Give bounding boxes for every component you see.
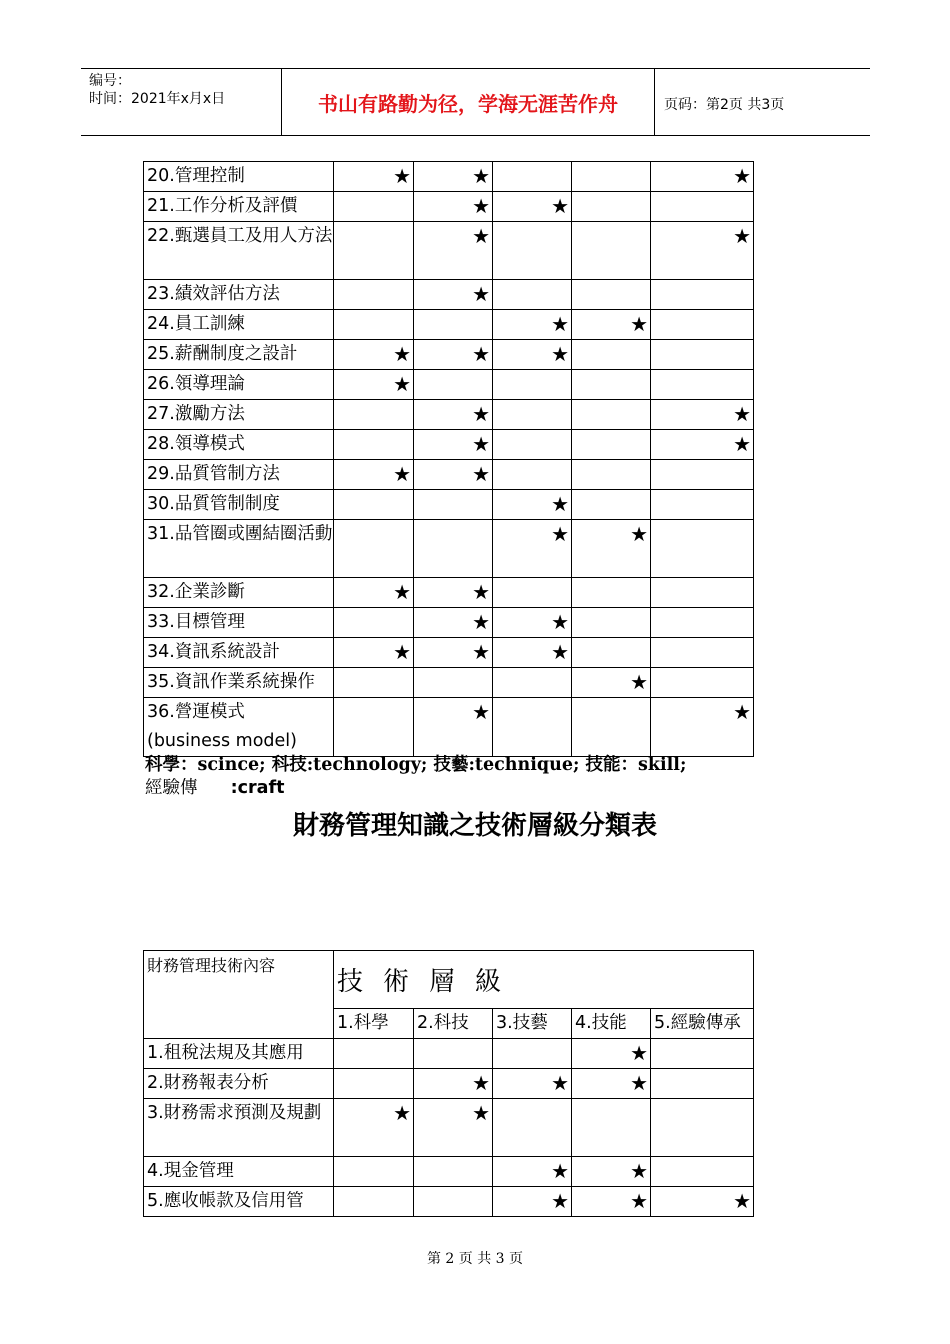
finance-levels-table xyxy=(143,950,754,1217)
star-mark-cell: ★ xyxy=(414,430,493,460)
star-mark-cell: ★ xyxy=(572,310,651,340)
star-mark-cell xyxy=(334,400,414,430)
star-mark-cell xyxy=(651,340,754,370)
star-mark-cell xyxy=(334,192,414,222)
table-row xyxy=(144,280,754,310)
row-label: 3.財務需求預測及規劃 xyxy=(144,1099,334,1157)
table-row xyxy=(144,490,754,520)
row-label: 33.目標管理 xyxy=(144,608,334,638)
levels-title: 技術層級 xyxy=(337,967,522,997)
star-mark-cell xyxy=(572,340,651,370)
table-row xyxy=(144,370,754,400)
column-header: 2.科技 xyxy=(414,1009,493,1039)
legend-craft-label: 經驗傳 xyxy=(145,778,198,798)
star-mark-cell xyxy=(414,1187,493,1217)
star-mark-cell xyxy=(334,1157,414,1187)
header-motto: 书山有路勤为径，学海无涯苦作舟 xyxy=(318,92,618,116)
star-mark-cell: ★ xyxy=(651,162,754,192)
star-mark-cell: ★ xyxy=(414,222,493,280)
star-mark-cell: ★ xyxy=(493,520,572,578)
star-mark-cell xyxy=(651,608,754,638)
star-mark-cell xyxy=(414,520,493,578)
star-mark-cell: ★ xyxy=(414,638,493,668)
row-label: 1.租稅法規及其應用 xyxy=(144,1039,334,1069)
star-mark-cell xyxy=(334,668,414,698)
star-mark-cell: ★ xyxy=(651,400,754,430)
legend-line-1: 科學：scince; 科技:technology; 技藝:technique; 技能：skill; xyxy=(145,755,687,775)
table-row xyxy=(144,1099,754,1157)
star-mark-cell: ★ xyxy=(334,1099,414,1157)
table-body xyxy=(144,162,754,757)
star-mark-cell xyxy=(334,1069,414,1099)
row-label: 24.員工訓練 xyxy=(144,310,334,340)
column-header: 1.科學 xyxy=(334,1009,414,1039)
star-mark-cell: ★ xyxy=(414,280,493,310)
table-row xyxy=(144,578,754,608)
star-mark-cell xyxy=(414,1157,493,1187)
star-mark-cell xyxy=(334,1187,414,1217)
star-mark-cell xyxy=(572,430,651,460)
header-divider xyxy=(654,68,655,135)
star-mark-cell: ★ xyxy=(414,340,493,370)
star-mark-cell: ★ xyxy=(651,222,754,280)
star-mark-cell xyxy=(572,400,651,430)
star-mark-cell xyxy=(493,578,572,608)
star-mark-cell xyxy=(572,608,651,638)
star-mark-cell xyxy=(493,1099,572,1157)
star-mark-cell: ★ xyxy=(334,162,414,192)
star-mark-cell xyxy=(334,280,414,310)
star-mark-cell: ★ xyxy=(414,608,493,638)
row-label: 35.資訊作業系統操作 xyxy=(144,668,334,698)
star-mark-cell: ★ xyxy=(493,638,572,668)
star-mark-cell: ★ xyxy=(334,460,414,490)
star-mark-cell xyxy=(651,1039,754,1069)
star-mark-cell xyxy=(651,638,754,668)
star-mark-cell: ★ xyxy=(572,1039,651,1069)
star-mark-cell xyxy=(651,520,754,578)
header-bottom-rule xyxy=(81,135,870,136)
star-mark-cell xyxy=(572,222,651,280)
page-title: 財務管理知識之技術層級分類表 xyxy=(292,811,657,841)
table-row xyxy=(144,400,754,430)
row-label: 31.品管圈或團結圈活動 xyxy=(144,520,334,578)
row-label: 4.現金管理 xyxy=(144,1157,334,1187)
star-mark-cell xyxy=(651,1157,754,1187)
row-label: 5.應收帳款及信用管 xyxy=(144,1187,334,1217)
star-mark-cell: ★ xyxy=(493,310,572,340)
star-mark-cell xyxy=(493,460,572,490)
star-mark-cell: ★ xyxy=(334,370,414,400)
star-mark-cell xyxy=(334,1039,414,1069)
star-mark-cell xyxy=(414,310,493,340)
table-row xyxy=(144,222,754,280)
star-mark-cell xyxy=(651,1069,754,1099)
star-mark-cell xyxy=(572,192,651,222)
table-row xyxy=(144,638,754,668)
star-mark-cell: ★ xyxy=(493,608,572,638)
star-mark-cell: ★ xyxy=(334,638,414,668)
row-label: 21.工作分析及評價 xyxy=(144,192,334,222)
star-mark-cell: ★ xyxy=(414,162,493,192)
star-mark-cell xyxy=(651,280,754,310)
star-mark-cell xyxy=(493,400,572,430)
row-label: 26.領導理論 xyxy=(144,370,334,400)
star-mark-cell xyxy=(334,490,414,520)
star-mark-cell: ★ xyxy=(493,340,572,370)
star-mark-cell xyxy=(414,370,493,400)
star-mark-cell: ★ xyxy=(414,578,493,608)
star-mark-cell: ★ xyxy=(572,520,651,578)
table-row xyxy=(144,608,754,638)
star-mark-cell: ★ xyxy=(493,1069,572,1099)
star-mark-cell xyxy=(651,460,754,490)
star-mark-cell: ★ xyxy=(414,698,493,757)
star-mark-cell xyxy=(493,162,572,192)
column-header: 5.經驗傳承 xyxy=(651,1009,754,1039)
table-row xyxy=(144,192,754,222)
header-top-rule xyxy=(81,68,870,69)
star-mark-cell xyxy=(414,1039,493,1069)
star-mark-cell: ★ xyxy=(414,1069,493,1099)
star-mark-cell: ★ xyxy=(334,578,414,608)
table-row xyxy=(144,1069,754,1099)
star-mark-cell: ★ xyxy=(572,1187,651,1217)
star-mark-cell xyxy=(572,578,651,608)
star-mark-cell: ★ xyxy=(493,490,572,520)
star-mark-cell xyxy=(334,310,414,340)
star-mark-cell: ★ xyxy=(493,1187,572,1217)
star-mark-cell xyxy=(572,370,651,400)
star-mark-cell xyxy=(572,460,651,490)
page-footer: 第 2 页 共 3 页 xyxy=(426,1251,524,1267)
star-mark-cell: ★ xyxy=(651,430,754,460)
header-page-info: 页码：第2页 共3页 xyxy=(664,97,785,113)
table-row xyxy=(144,1157,754,1187)
star-mark-cell xyxy=(493,1039,572,1069)
star-mark-cell xyxy=(572,280,651,310)
table-header-row xyxy=(144,951,754,1009)
column-header: 4.技能 xyxy=(572,1009,651,1039)
row-label: 34.資訊系統設計 xyxy=(144,638,334,668)
corner-label: 財務管理技術內容 xyxy=(144,951,334,1039)
star-mark-cell: ★ xyxy=(572,1157,651,1187)
row-label: 29.品質管制方法 xyxy=(144,460,334,490)
star-mark-cell xyxy=(651,310,754,340)
star-mark-cell: ★ xyxy=(493,1157,572,1187)
star-mark-cell: ★ xyxy=(414,192,493,222)
star-mark-cell xyxy=(651,578,754,608)
row-label: 2.財務報表分析 xyxy=(144,1069,334,1099)
row-label: 28.領導模式 xyxy=(144,430,334,460)
star-mark-cell xyxy=(414,668,493,698)
star-mark-cell xyxy=(334,698,414,757)
table-row xyxy=(144,430,754,460)
table-row xyxy=(144,1039,754,1069)
star-mark-cell xyxy=(493,280,572,310)
star-mark-cell xyxy=(493,668,572,698)
header-time: 时间：2021年x月x日 xyxy=(89,91,226,107)
star-mark-cell xyxy=(493,370,572,400)
star-mark-cell: ★ xyxy=(651,1187,754,1217)
table-row xyxy=(144,520,754,578)
legend-line-2 xyxy=(145,774,284,799)
star-mark-cell: ★ xyxy=(572,1069,651,1099)
star-mark-cell xyxy=(651,370,754,400)
star-mark-cell: ★ xyxy=(414,1099,493,1157)
header-number: 编号： xyxy=(89,73,131,89)
table-row xyxy=(144,162,754,192)
star-mark-cell xyxy=(334,520,414,578)
header-meta xyxy=(89,72,225,108)
star-mark-cell xyxy=(493,430,572,460)
row-label: 22.甄選員工及用人方法 xyxy=(144,222,334,280)
table-row xyxy=(144,340,754,370)
star-mark-cell xyxy=(334,430,414,460)
column-header: 3.技藝 xyxy=(493,1009,572,1039)
star-mark-cell: ★ xyxy=(493,192,572,222)
table-row xyxy=(144,1187,754,1217)
table-body xyxy=(144,951,754,1217)
row-label: 32.企業診斷 xyxy=(144,578,334,608)
star-mark-cell xyxy=(651,490,754,520)
table-row xyxy=(144,460,754,490)
legend-craft-value: :craft xyxy=(230,778,285,798)
star-mark-cell xyxy=(651,668,754,698)
star-mark-cell xyxy=(493,698,572,757)
row-label: 20.管理控制 xyxy=(144,162,334,192)
star-mark-cell xyxy=(651,192,754,222)
star-mark-cell: ★ xyxy=(334,340,414,370)
star-mark-cell xyxy=(334,608,414,638)
table-row xyxy=(144,698,754,757)
star-mark-cell xyxy=(572,1099,651,1157)
table-row xyxy=(144,668,754,698)
row-label: 36.營運模式 (business model) xyxy=(144,698,334,757)
star-mark-cell xyxy=(572,638,651,668)
row-label: 25.薪酬制度之設計 xyxy=(144,340,334,370)
star-mark-cell xyxy=(414,490,493,520)
table-row xyxy=(144,310,754,340)
star-mark-cell xyxy=(334,222,414,280)
row-label: 30.品質管制制度 xyxy=(144,490,334,520)
star-mark-cell xyxy=(572,490,651,520)
levels-title-cell xyxy=(334,951,754,1009)
star-mark-cell: ★ xyxy=(414,400,493,430)
row-label: 23.績效評估方法 xyxy=(144,280,334,310)
star-mark-cell xyxy=(493,222,572,280)
management-levels-table xyxy=(143,161,754,757)
row-label: 27.激勵方法 xyxy=(144,400,334,430)
star-mark-cell xyxy=(572,698,651,757)
star-mark-cell xyxy=(651,1099,754,1157)
star-mark-cell xyxy=(572,162,651,192)
star-mark-cell: ★ xyxy=(414,460,493,490)
star-mark-cell: ★ xyxy=(651,698,754,757)
star-mark-cell: ★ xyxy=(572,668,651,698)
